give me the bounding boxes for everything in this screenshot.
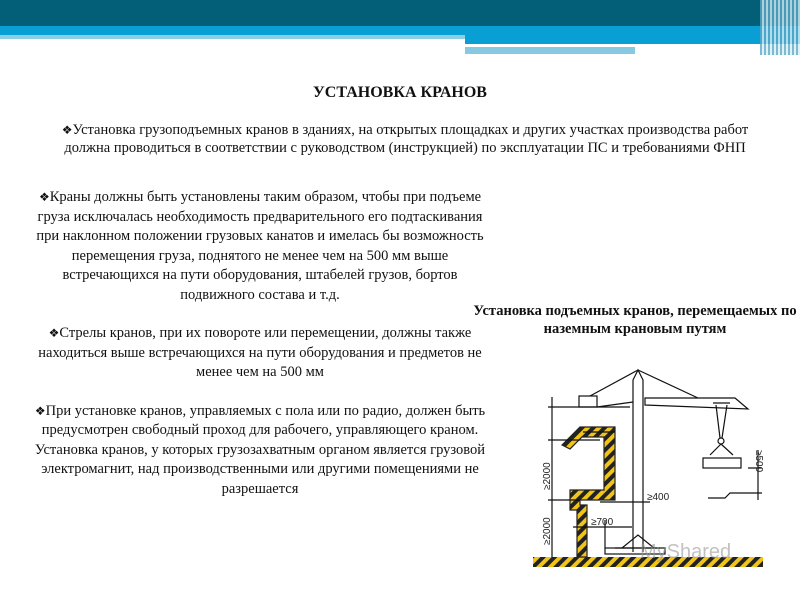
bullet-icon: ❖ xyxy=(38,190,50,204)
bullet-icon: ❖ xyxy=(48,326,60,340)
slide-title: УСТАНОВКА КРАНОВ xyxy=(313,84,487,101)
intro-paragraph: ❖Установка грузоподъемных кранов в зданиях, на открытых площадках и других участках производства работ должна проводиться в соответствии с руководством (инструкцией) по эксплуатации ПС и требованиями ФНП xyxy=(61,122,749,156)
bullet-icon: ❖ xyxy=(34,403,46,418)
point: ❖Стрелы кранов, при их повороте или перемещении, должны также находиться выше встречающихся на пути оборудования и предметов не менее чем на 500 мм xyxy=(38,325,482,380)
watermark: MyShared xyxy=(640,541,732,563)
building xyxy=(562,427,615,557)
dim-label: ≥500 xyxy=(753,450,764,473)
bullet-icon: ❖ xyxy=(61,123,73,137)
counterweight xyxy=(579,396,597,407)
dim-label: ≥400 xyxy=(647,492,670,503)
dim-label: ≥2000 xyxy=(542,517,553,545)
crane-jib xyxy=(645,398,748,409)
load xyxy=(703,458,741,468)
point: ❖Краны должны быть установлены таким образом, чтобы при подъеме груза исключалась необходимость предварительного его подтаскивания при наклонном положении грузовых канатов и имелась бы возможность перемещения груза, поднятого не менее чем на 500 мм выше встречающихся на пути оборудования, штабелей грузов, бортов подвижного состава и т.д. xyxy=(36,189,484,303)
dim-label: ≥2000 xyxy=(542,462,553,490)
crane-mast xyxy=(633,370,643,552)
dim-label: ≥700 xyxy=(591,517,614,528)
figure-caption: Установка подъемных кранов, перемещаемых по наземным крановым путям xyxy=(473,303,797,337)
point: ❖При установке кранов, управляемых с пола или по радио, должен быть предусмотрен свободный проход для рабочего, управляющего краном. Установка кранов, у которых грузозахватным органом является грузовой электромагнит, над производственными или другими помещениями не разрешается xyxy=(34,402,486,497)
